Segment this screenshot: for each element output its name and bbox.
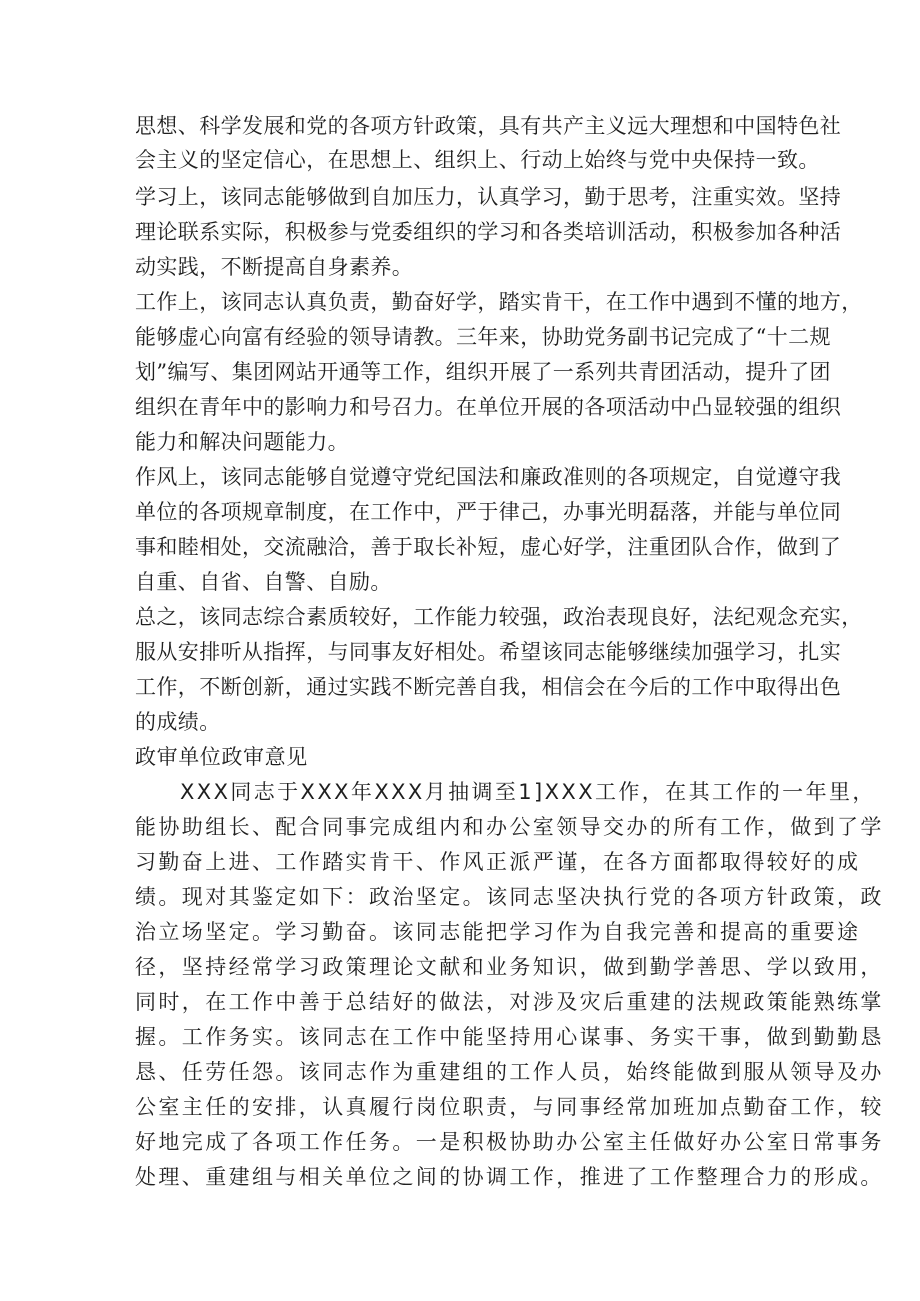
paragraph-line: 作风上，该同志能够自觉遵守党纪国法和廉政准则的各项规定，自觉遵守我 [135,465,842,489]
paragraph-line: 公室主任的安排，认真履行岗位职责，与同事经常加班加点勤奋工作，较 [135,1095,884,1119]
paragraph-line: 能力和解决问题能力。 [135,430,349,454]
paragraph-line: 恳、任劳任怨。该同志作为重建组的工作人员，始终能做到服从领导及办 [135,1060,884,1084]
paragraph-line: 同时，在工作中善于总结好的做法，对涉及灾后重建的法规政策能熟练掌 [135,990,884,1014]
paragraph-line: 的成绩。 [135,710,221,734]
paragraph-line: 绩。现对其鉴定如下：政治坚定。该同志坚决执行党的各项方针政策，政 [135,885,884,909]
paragraph-line: 学习上，该同志能够做到自加压力，认真学习，勤于思考，注重实效。坚持 [135,185,842,209]
paragraph-line: 动实践，不断提高自身素养。 [135,255,414,279]
paragraph-line: 自重、自省、自警、自励。 [135,570,392,594]
paragraph-line: 处理、重建组与相关单位之间的协调工作，推进了工作整理合力的形成。 [135,1165,884,1189]
paragraph-line: 总之，该同志综合素质较好，工作能力较强，政治表现良好，法纪观念充实， [135,605,863,629]
paragraph-line: 工作上，该同志认真负责，勤奋好学，踏实肯干，在工作中遇到不懂的地方， [135,290,863,314]
paragraph-line: 径，坚持经常学习政策理论文献和业务知识，做到勤学善思、学以致用， [135,955,884,979]
paragraph-line: 习勤奋上进、工作踏实肯干、作风正派严谨，在各方面都取得较好的成 [135,850,861,874]
paragraph-line: 服从安排听从指挥，与同事友好相处。希望该同志能够继续加强学习，扎实 [135,640,842,664]
section-heading: 政审单位政审意见 [135,745,308,769]
paragraph-line: 治立场坚定。学习勤奋。该同志能把学习作为自我完善和提高的重要途 [135,920,861,944]
paragraph-line: 思想、科学发展和党的各项方针政策，具有共产主义远大理想和中国特色社 [135,114,842,138]
paragraph-line: 理论联系实际，积极参与党委组织的学习和各类培训活动，积极参加各种活 [135,220,842,244]
paragraph-line: 能协助组长、配合同事完成组内和办公室领导交办的所有工作，做到了学 [135,815,884,839]
paragraph-line: 单位的各项规章制度，在工作中，严于律己，办事光明磊落，并能与单位同 [135,500,842,524]
paragraph-line: 好地完成了各项工作任务。一是积极协助办公室主任做好办公室日常事务 [135,1130,884,1154]
paragraph-line: 会主义的坚定信心，在思想上、组织上、行动上始终与党中央保持一致。 [135,148,820,172]
paragraph-line: 划”编写、集团网站开通等工作，组织开展了一系列共青团活动，提升了团 [135,360,831,384]
paragraph-line: 握。工作务实。该同志在工作中能坚持用心谋事、务实干事，做到勤勤恳 [135,1025,884,1049]
paragraph-line: 工作，不断创新，通过实践不断完善自我，相信会在今后的工作中取得出色 [135,675,842,699]
paragraph-line: XXX同志于XXX年XXX月抽调至1]XXX工作，在其工作的一年里， [180,780,876,804]
paragraph-line: 组织在青年中的影响力和号召力。在单位开展的各项活动中凸显较强的组织 [135,395,842,419]
paragraph-line: 事和睦相处，交流融洽，善于取长补短，虚心好学，注重团队合作，做到了 [135,535,842,559]
paragraph-line: 能够虚心向富有经验的领导请教。三年来，协助党务副书记完成了“十二规 [135,325,831,349]
